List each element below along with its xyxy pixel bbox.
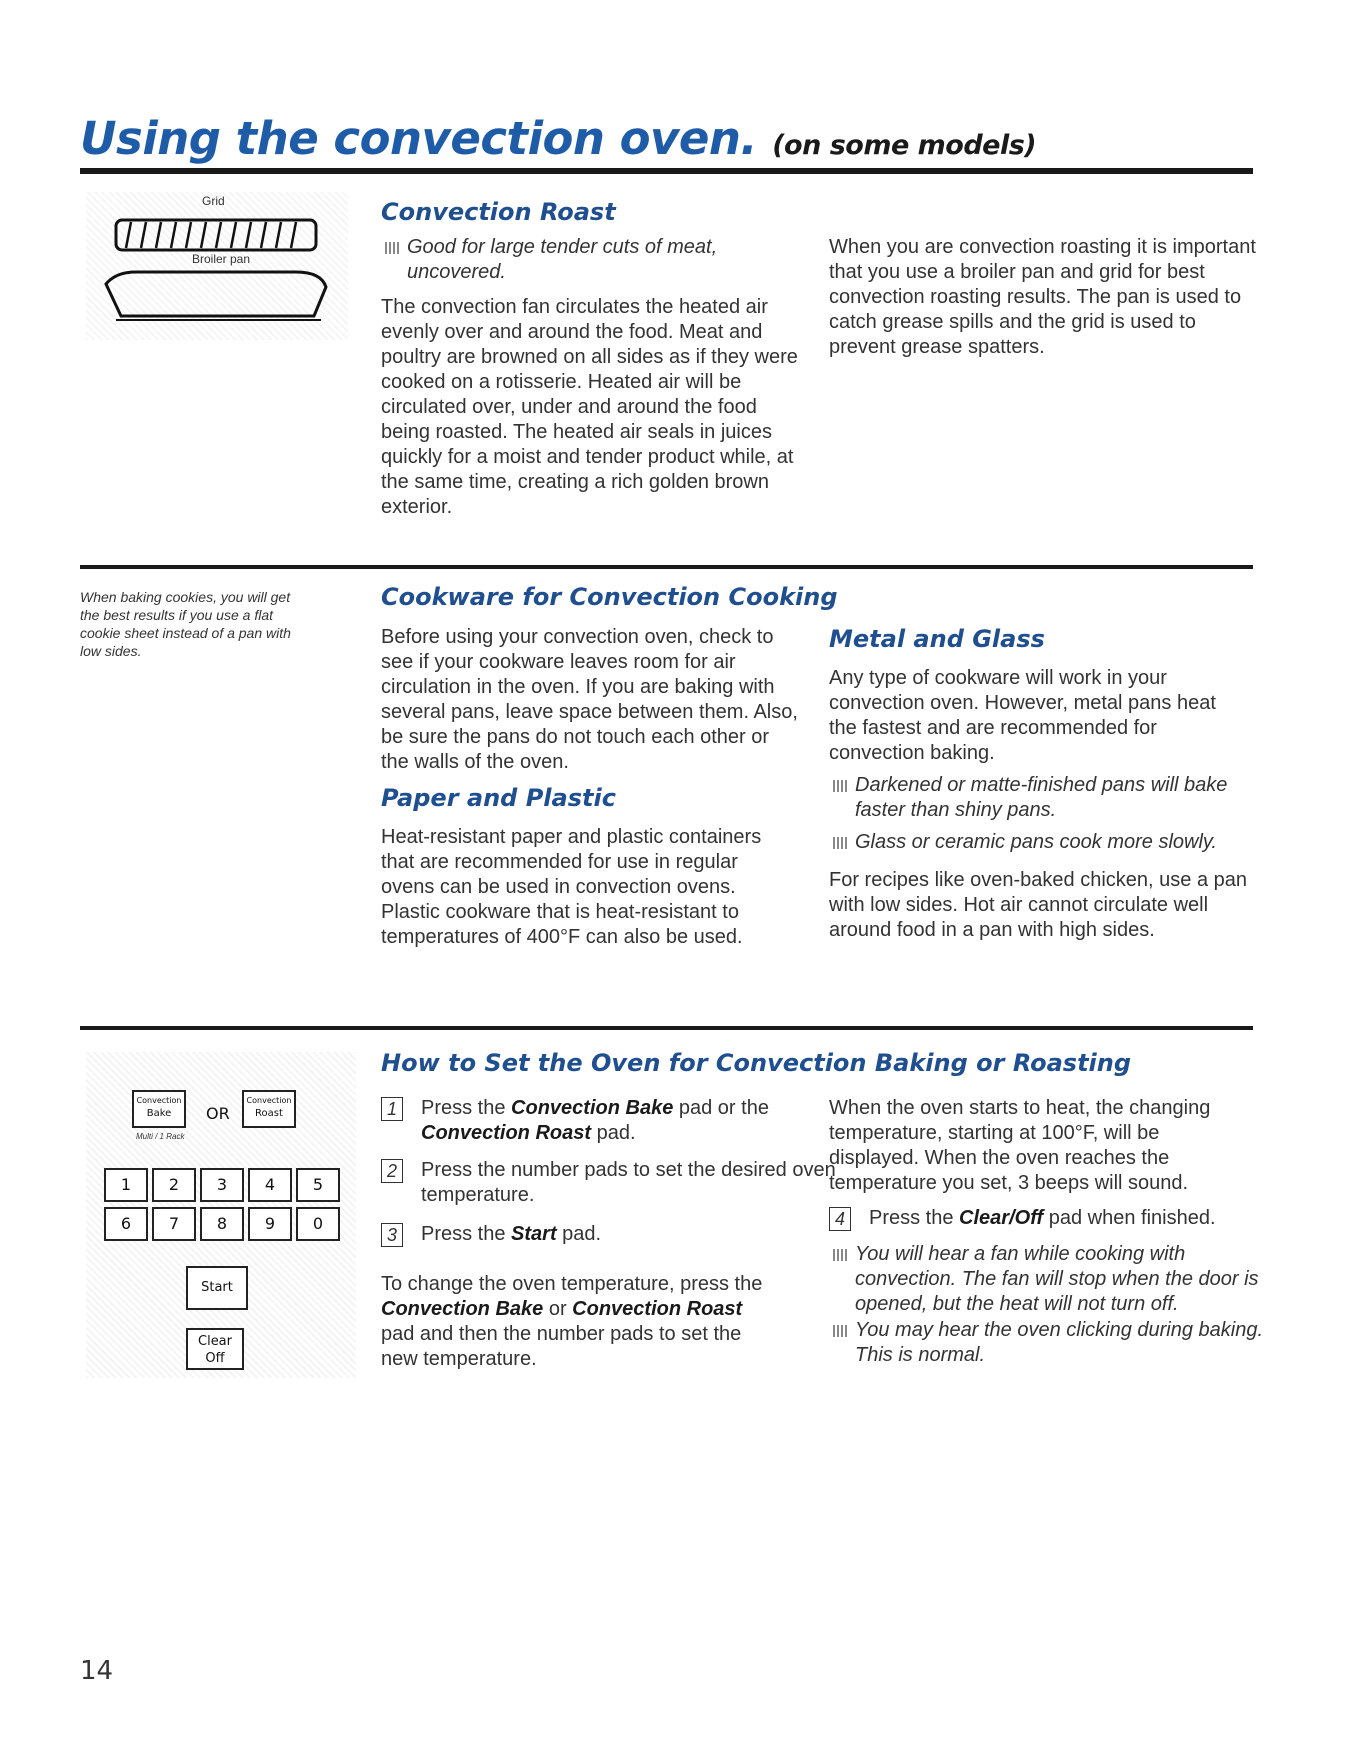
step-4-clear-off: Clear/Off <box>959 1207 1044 1229</box>
grid-label: Grid <box>202 194 225 208</box>
step-3-start: Start <box>511 1223 557 1245</box>
off-label: Off <box>205 1351 225 1366</box>
control-keypad <box>86 1052 356 1378</box>
bullet-icon <box>833 1325 847 1337</box>
clear-off-key[interactable] <box>186 1328 244 1370</box>
or-label: OR <box>206 1104 230 1123</box>
step-1-mid: pad or the <box>673 1097 769 1119</box>
key-3[interactable]: 3 <box>200 1168 244 1202</box>
paper-plastic-heading: Paper and Plastic <box>381 784 616 812</box>
roast-right-text: When you are convection roasting it is important that you use a broiler pan and grid for best convection roasting results. The pan is used to catch grease spills and the grid is used to prevent grease spatters. <box>829 236 1256 358</box>
metal-bullet-2-text: Glass or ceramic pans cook more slowly. <box>855 831 1217 853</box>
change-post: pad and then the number pads to set the new temperature. <box>381 1323 742 1370</box>
change-temp-text <box>381 1272 781 1372</box>
bullet-icon <box>385 242 399 254</box>
key-2[interactable]: 2 <box>152 1168 196 1202</box>
key-4[interactable]: 4 <box>248 1168 292 1202</box>
key-0[interactable]: 0 <box>296 1207 340 1241</box>
broiler-pan-label: Broiler pan <box>192 252 251 266</box>
page-number: 14 <box>80 1656 114 1686</box>
roast-body: The convection fan circulates the heated air evenly over and around the food. Meat and poultry are browned on all sides as if they were cooked on a rotisserie. Heated air will be circulated over, under and around the food being roasted. The heated air seals in juices quickly for a moist and tender product while, at the same time, creating a rich golden brown exterior. <box>381 296 798 518</box>
key-5[interactable]: 5 <box>296 1168 340 1202</box>
howto-bullet-2 <box>829 1318 1285 1368</box>
howto-bullet-1 <box>829 1242 1285 1317</box>
metal-bullet-2 <box>829 830 1275 855</box>
metal-footer: For recipes like oven-baked chicken, use a pan with low sides. Hot air cannot circulate well around food in a pan with high sides. <box>829 869 1248 941</box>
step-2-text: Press the number pads to set the desired oven temperature. <box>421 1159 836 1206</box>
start-key[interactable]: Start <box>186 1266 248 1310</box>
roast-bullet <box>381 235 767 285</box>
metal-bullet-1 <box>829 773 1275 823</box>
change-mid: or <box>543 1298 573 1320</box>
metal-bullet-1-text: Darkened or matte-finished pans will bake faster than shiny pans. <box>855 774 1228 821</box>
change-pre: To change the oven temperature, press the <box>381 1273 763 1295</box>
key-1[interactable]: 1 <box>104 1168 148 1202</box>
metal-glass-heading: Metal and Glass <box>829 625 1045 653</box>
step-2-number: 2 <box>381 1159 403 1183</box>
header-rule <box>80 168 1253 174</box>
key-8[interactable]: 8 <box>200 1207 244 1241</box>
step-4-pre: Press the <box>869 1207 960 1229</box>
cookware-heading: Cookware for Convection Cooking <box>381 583 838 611</box>
howto-bullet-2-text: You may hear the oven clicking during baking. This is normal. <box>855 1319 1264 1366</box>
step-1-pre: Press the <box>421 1097 512 1119</box>
broiler-pan-figure <box>86 192 348 340</box>
paper-plastic-body: Heat-resistant paper and plastic containers that are recommended for use in regular ovens can be used in convection ovens. Plastic cookware that is heat-resistant to temperatures of 400°F can also be used. <box>381 826 762 948</box>
step-1-convection-roast: Convection Roast <box>421 1122 592 1144</box>
cookware-body: Before using your convection oven, check to see if your cookware leaves room for air circulation in the oven. If you are baking with several pans, leave space between them. Also, be sure the pans do not touch each other or the walls of the oven. <box>381 626 798 773</box>
title-main: Using the convection oven. <box>80 112 758 165</box>
bullet-icon <box>833 837 847 849</box>
convection-roast-key[interactable] <box>242 1090 296 1128</box>
cookies-side-note: When baking cookies, you will get the best results if you use a flat cookie sheet instead of a pan with low sides. <box>80 589 291 659</box>
howto-right-body: When the oven starts to heat, the changing temperature, starting at 100°F, will be displayed. When the oven reaches the temperature you set, 3 beeps will sound. <box>829 1097 1211 1194</box>
page-title <box>80 112 1036 165</box>
metal-glass-body: Any type of cookware will work in your convection oven. However, metal pans heat the fastest and are recommended for convection baking. <box>829 667 1216 764</box>
step-3-post: pad. <box>556 1223 602 1245</box>
key-7[interactable]: 7 <box>152 1207 196 1241</box>
howto-bullet-1-text: You will hear a fan while cooking with convection. The fan will stop when the door is opened, but the heat will not turn off. <box>855 1243 1259 1315</box>
change-convection-roast: Convection Roast <box>572 1298 743 1320</box>
section-rule-1 <box>80 565 1253 569</box>
step-4 <box>829 1206 1289 1231</box>
step-1-convection-bake: Convection Bake <box>511 1097 674 1119</box>
convection-bake-main: Bake <box>146 1108 172 1119</box>
step-3 <box>381 1222 821 1247</box>
step-3-pre: Press the <box>421 1223 512 1245</box>
step-3-number: 3 <box>381 1223 403 1247</box>
key-6[interactable]: 6 <box>104 1207 148 1241</box>
step-1-post: pad. <box>591 1122 636 1144</box>
change-convection-bake: Convection Bake <box>381 1298 544 1320</box>
step-4-number: 4 <box>829 1207 851 1231</box>
broiler-pan-illustration <box>86 192 348 340</box>
convection-roast-main: Roast <box>255 1108 283 1119</box>
title-subtitle: (on some models) <box>772 130 1037 161</box>
step-1-number: 1 <box>381 1097 403 1121</box>
section-rule-2 <box>80 1026 1253 1030</box>
key-9[interactable]: 9 <box>248 1207 292 1241</box>
convection-roast-top: Convection <box>246 1096 292 1105</box>
bullet-icon <box>833 780 847 792</box>
howto-heading: How to Set the Oven for Convection Baking or Roasting <box>381 1049 1132 1077</box>
step-2 <box>381 1158 841 1208</box>
convection-roast-heading: Convection Roast <box>381 198 616 226</box>
multi-rack-label: Multi / 1 Rack <box>136 1132 185 1141</box>
bullet-icon <box>833 1249 847 1261</box>
convection-bake-key[interactable] <box>132 1090 186 1128</box>
clear-label: Clear <box>198 1334 232 1349</box>
step-4-post: pad when finished. <box>1043 1207 1216 1229</box>
convection-bake-top: Convection <box>136 1096 182 1105</box>
step-1 <box>381 1096 811 1146</box>
roast-bullet-text: Good for large tender cuts of meat, uncovered. <box>407 236 718 283</box>
